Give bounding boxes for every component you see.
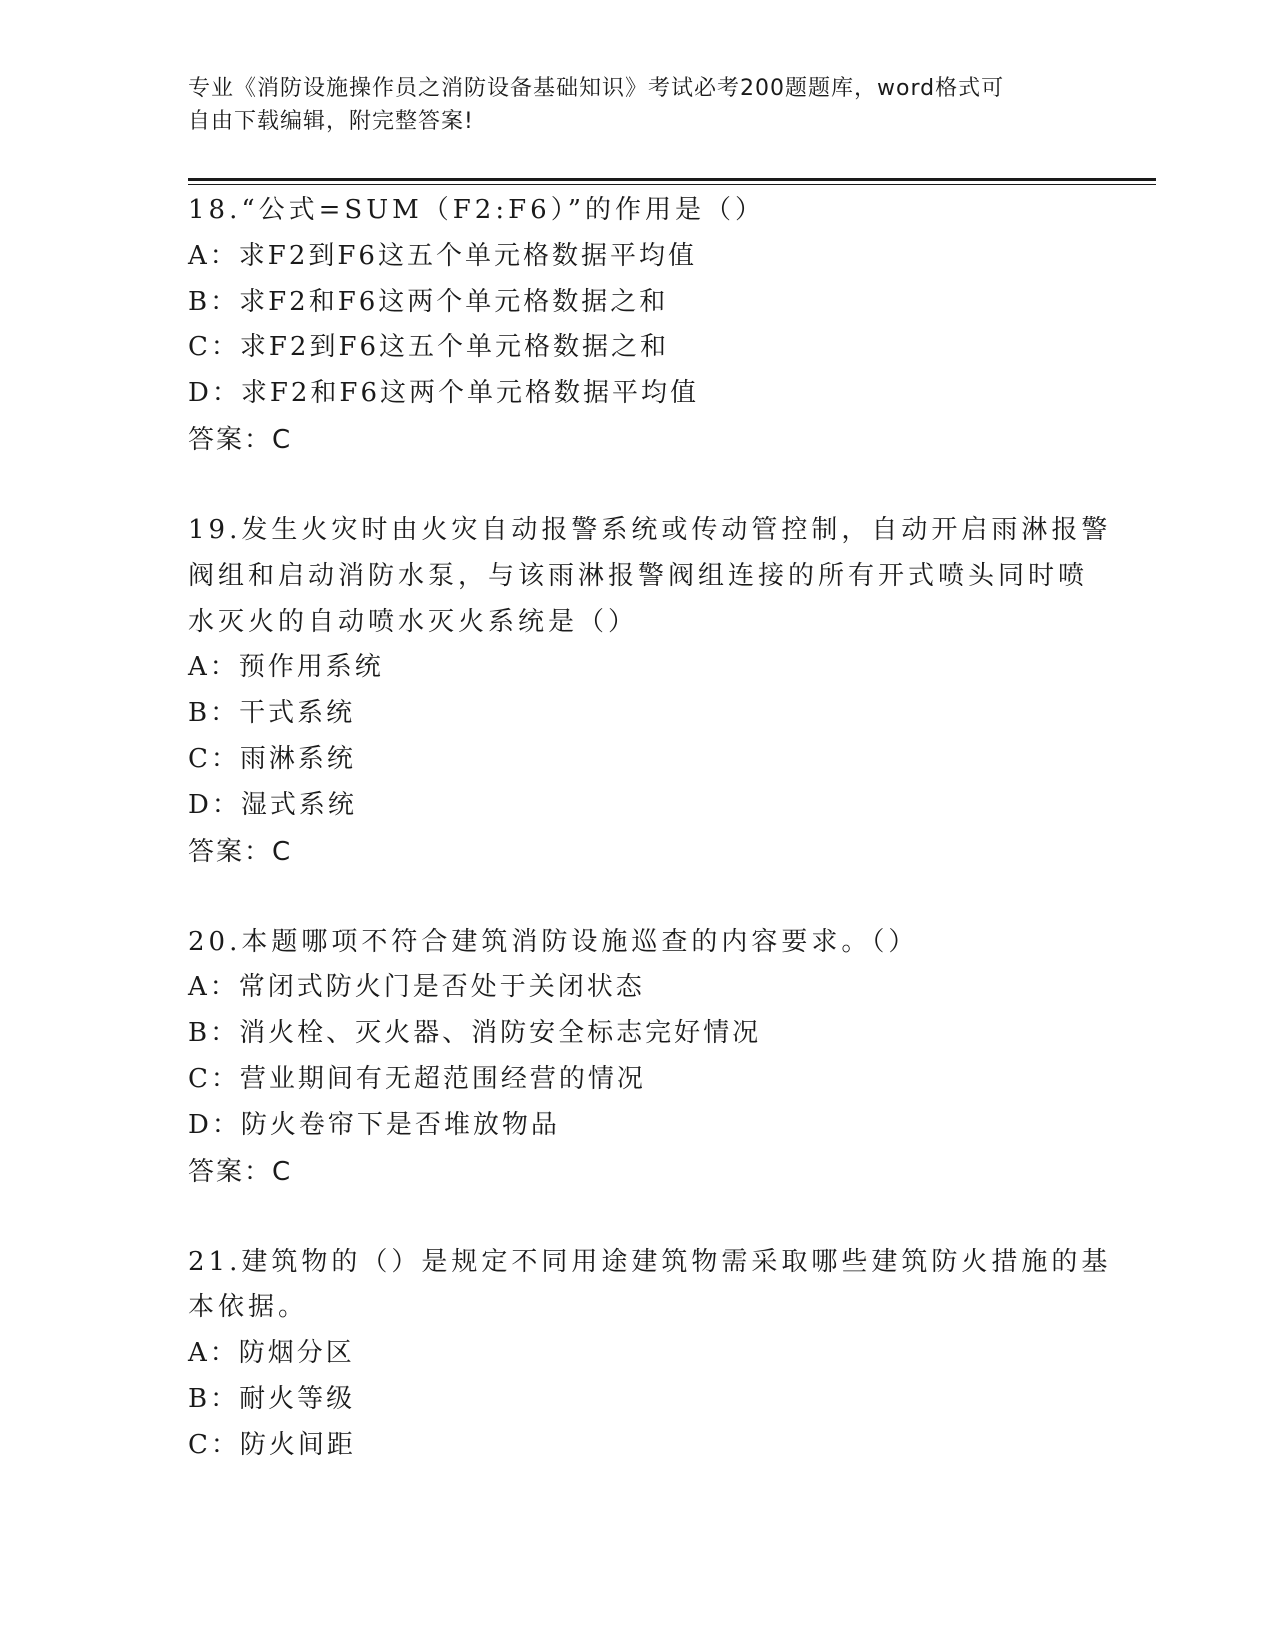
option-a: A：防烟分区	[188, 1338, 355, 1369]
header-divider-thin	[188, 184, 1156, 185]
header-line-2: 自由下载编辑，附完整答案!	[188, 109, 474, 134]
option-b: B：求F2和F6这两个单元格数据之和	[188, 286, 669, 317]
option-d: D：防火卷帘下是否堆放物品	[188, 1109, 560, 1140]
option-c: C：求F2到F6这五个单元格数据之和	[188, 332, 670, 363]
question-19	[188, 508, 1112, 875]
option-a: A：常闭式防火门是否处于关闭状态	[188, 972, 645, 1003]
answer: 答案：C	[188, 1156, 293, 1187]
option-b: B：耐火等级	[188, 1383, 356, 1414]
question-stem: 18.“公式=SUM（F2:F6）”的作用是（）	[188, 195, 765, 225]
option-b: B：消火栓、灭火器、消防安全标志完好情况	[188, 1018, 762, 1049]
answer: 答案：C	[188, 836, 293, 867]
question-21	[188, 1240, 1112, 1469]
answer: 答案：C	[188, 424, 293, 455]
option-d: D：求F2和F6这两个单元格数据平均值	[188, 378, 700, 409]
question-stem: 20.本题哪项不符合建筑消防设施巡查的内容要求。（）	[188, 926, 919, 957]
option-b: B：干式系统	[188, 698, 356, 729]
question-stem-line-2: 阀组和启动消防水泵，与该雨淋报警阀组连接的所有开式喷头同时喷	[188, 560, 1089, 591]
question-18	[188, 188, 1088, 463]
question-list	[188, 188, 1112, 1469]
question-20	[188, 920, 1088, 1195]
question-stem-line-2: 本依据。	[188, 1292, 309, 1323]
header-line-1: 专业《消防设施操作员之消防设备基础知识》考试必考200题题库，word格式可	[188, 76, 1005, 101]
question-stem-line-1: 21.建筑物的（）是规定不同用途建筑物需采取哪些建筑防火措施的基	[188, 1246, 1112, 1277]
question-stem-line-1: 19.发生火灾时由火灾自动报警系统或传动管控制，自动开启雨淋报警	[188, 514, 1112, 545]
option-a: A：预作用系统	[188, 652, 384, 683]
document-header	[188, 72, 1088, 138]
option-c: C：营业期间有无超范围经营的情况	[188, 1063, 646, 1094]
option-c: C：防火间距	[188, 1429, 356, 1460]
option-c: C：雨淋系统	[188, 743, 356, 774]
option-d: D：湿式系统	[188, 789, 357, 820]
header-divider-thick	[188, 178, 1156, 181]
option-a: A：求F2到F6这五个单元格数据平均值	[188, 240, 697, 271]
question-stem-line-3: 水灭火的自动喷水灭火系统是（）	[188, 606, 639, 637]
